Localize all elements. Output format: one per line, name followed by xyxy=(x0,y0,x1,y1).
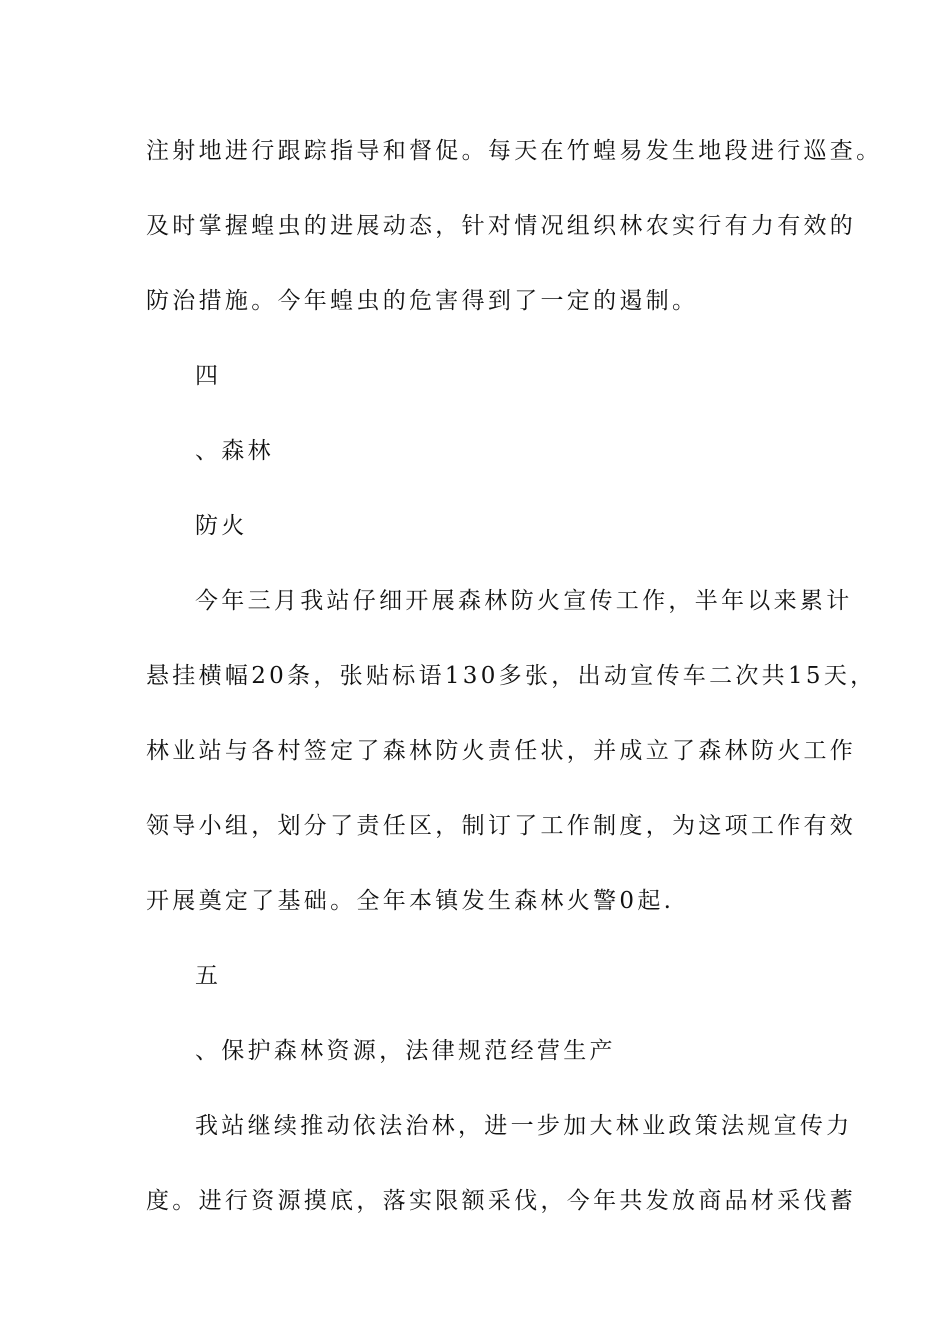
section-heading: 、保护森林资源，法律规范经营生产 xyxy=(195,1038,616,1064)
paragraph-line: 注射地进行跟踪指导和督促。每天在竹蝗易发生地段进行巡查。 xyxy=(146,138,883,164)
paragraph-line: 我站继续推动依法治林，进一步加大林业政策法规宣传力 xyxy=(195,1113,853,1139)
paragraph-line: 林业站与各村签定了森林防火责任状，并成立了森林防火工作 xyxy=(146,738,857,764)
paragraph-line: 开展奠定了基础。全年本镇发生森林火警0起. xyxy=(146,888,675,914)
section-heading: 防火 xyxy=(195,513,248,539)
paragraph-line: 及时掌握蝗虫的进展动态，针对情况组织林农实行有力有效的 xyxy=(146,213,857,239)
section-heading: 、森林 xyxy=(195,438,274,464)
section-number: 五 xyxy=(195,963,222,989)
section-number: 四 xyxy=(195,363,222,389)
paragraph-line: 悬挂横幅20条，张贴标语130多张，出动宣传车二次共15天， xyxy=(146,663,877,689)
paragraph-line: 今年三月我站仔细开展森林防火宣传工作，半年以来累计 xyxy=(195,588,853,614)
paragraph-line: 防治措施。今年蝗虫的危害得到了一定的遏制。 xyxy=(146,288,699,314)
paragraph-line: 度。进行资源摸底，落实限额采伐，今年共发放商品材采伐蓄 xyxy=(146,1188,857,1214)
paragraph-line: 领导小组，划分了责任区，制订了工作制度，为这项工作有效 xyxy=(146,813,857,839)
